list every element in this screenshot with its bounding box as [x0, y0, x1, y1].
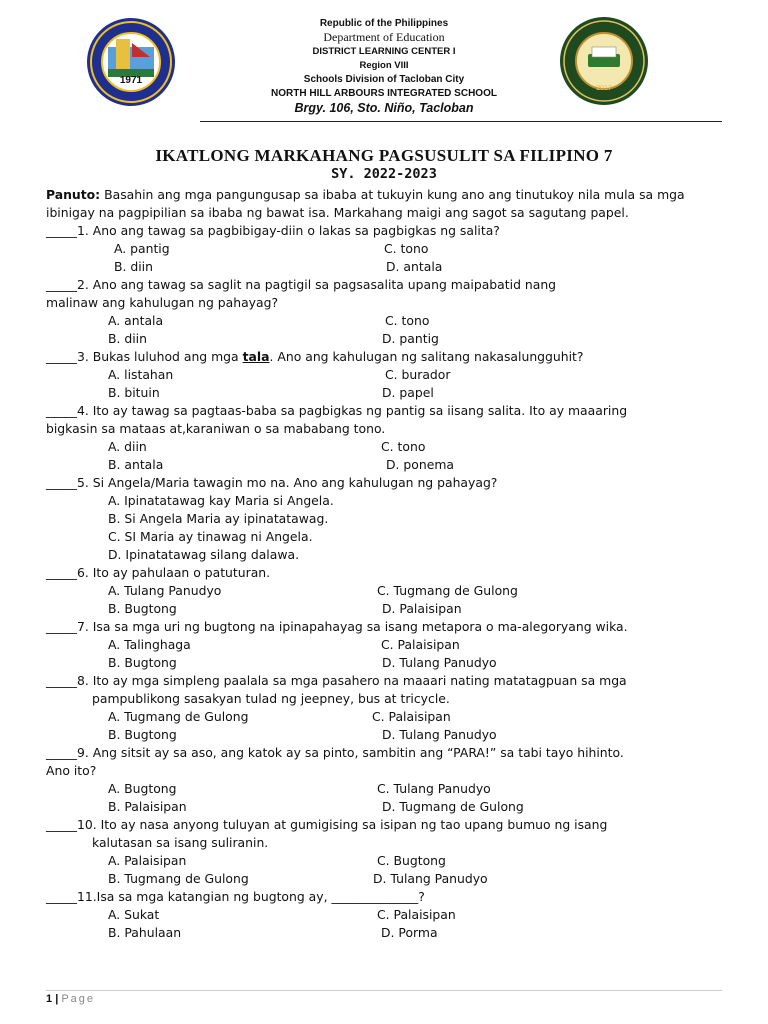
q7-option-a: A. Talinghaga — [108, 637, 191, 652]
header-line-3: DISTRICT LEARNING CENTER I — [312, 46, 456, 57]
q6-option-d: D. Palaisipan — [382, 601, 462, 616]
question-2: _____2. Ano ang tawag sa saglit na pagtigil sa pagsasalita upang maipabatid nang — [46, 277, 557, 292]
q3-options-row-1 — [46, 366, 722, 384]
page-separator: | — [55, 993, 59, 1005]
q1-options-row-1 — [46, 240, 722, 258]
q6-option-a: A. Tulang Panudyo — [108, 583, 222, 598]
q5-option-row-c — [46, 528, 722, 546]
q1-option-a: A. pantig — [114, 241, 170, 256]
page-label: Page — [61, 993, 96, 1005]
q7-option-b: B. Bugtong — [108, 655, 177, 670]
question-1: _____1. Ano ang tawag sa pagbibigay-diin o lakas sa pagbigkas ng salita? — [46, 223, 500, 238]
page-footer — [46, 993, 95, 1005]
q3-option-c: C. burador — [385, 367, 451, 382]
q10-option-a: A. Palaisipan — [108, 853, 187, 868]
q7-option-c: C. Palaisipan — [381, 637, 460, 652]
q4-option-d: D. ponema — [386, 457, 455, 472]
question-8: _____8. Ito ay mga simpleng paalala sa mga pasahero na maaari nating matatagpuan sa mga — [46, 673, 627, 688]
q11-option-b: B. Pahulaan — [108, 925, 182, 940]
q5-option-row-a — [46, 492, 722, 510]
q3-underlined-word: tala — [242, 349, 270, 364]
schools-division-seal — [86, 17, 176, 107]
q5-option-row-b — [46, 510, 722, 528]
q6-options-row-2 — [46, 600, 722, 618]
q9-options-row-1 — [46, 780, 722, 798]
q6-options-row-1 — [46, 582, 722, 600]
question-4: _____4. Ito ay tawag sa pagtaas-baba sa pagbigkas ng pantig sa iisang salita. Ito ay maaaring — [46, 403, 628, 418]
q7-options-row-2 — [46, 654, 722, 672]
q8-option-d: D. Tulang Panudyo — [382, 727, 497, 742]
instructions-label: Panuto: — [46, 187, 101, 202]
q3-stem-pre: _____3. Bukas luluhod ang mga — [46, 349, 243, 364]
header-line-1: Republic of the Philippines — [319, 18, 449, 29]
q3-stem-post: . Ano ang kahulugan ng salitang nakasalungguhit? — [269, 349, 584, 364]
q3-options-row-2 — [46, 384, 722, 402]
question-9-cont: Ano ito? — [46, 763, 97, 778]
q7-options-row-1 — [46, 636, 722, 654]
q9-option-d: D. Tugmang de Gulong — [382, 799, 524, 814]
q1-options-row-2 — [46, 258, 722, 276]
q3-option-b: B. bituin — [108, 385, 160, 400]
question-7: _____7. Isa sa mga uri ng bugtong na ipinapahayag sa isang metapora o ma-alegoryang wika. — [46, 619, 628, 634]
page-number: 1 — [46, 993, 53, 1005]
q7-option-d: D. Tulang Panudyo — [382, 655, 497, 670]
q4-options-row-1 — [46, 438, 722, 456]
question-10-cont: kalutasan sa isang suliranin. — [92, 835, 269, 850]
header-line-6: NORTH HILL ARBOURS INTEGRATED SCHOOL — [271, 88, 497, 99]
q5-option-a: A. Ipinatatawag kay Maria si Angela. — [108, 493, 334, 508]
header-line-2: Department of Education — [323, 30, 445, 44]
exam-body — [46, 186, 722, 942]
q6-option-b: B. Bugtong — [108, 601, 177, 616]
header-address: Brgy. 106, Sto. Niño, Tacloban — [294, 101, 474, 115]
q4-option-a: A. diin — [108, 439, 147, 454]
q4-options-row-2 — [46, 456, 722, 474]
instructions-text: Basahin ang mga pangungusap sa ibaba at tukuyin kung ano ang tinutukoy nila mula sa mga ibinigay na pagpipilian sa ibaba ng bawat isa. Markahang maigi ang sagot sa sagutang papel. — [46, 187, 685, 220]
question-9: _____9. Ang sitsit ay sa aso, ang katok ay sa pinto, sambitin ang “PARA!” sa tabi tayo hihinto. — [46, 745, 624, 760]
q3-option-d: D. papel — [382, 385, 434, 400]
q10-options-row-2 — [46, 870, 722, 888]
q5-option-row-d — [46, 546, 722, 564]
header-line-4: Region VIII — [359, 60, 409, 71]
q1-option-d: D. antala — [386, 259, 443, 274]
question-11: _____11.Isa sa mga katangian ng bugtong ay, ______________? — [46, 889, 425, 904]
q10-option-b: B. Tugmang de Gulong — [108, 871, 249, 886]
question-2-cont: malinaw ang kahulugan ng pahayag? — [46, 295, 279, 310]
q2-option-d: D. pantig — [382, 331, 439, 346]
question-5: _____5. Si Angela/Maria tawagin mo na. Ano ang kahulugan ng pahayag? — [46, 475, 498, 490]
q9-option-c: C. Tulang Panudyo — [377, 781, 491, 796]
q8-option-c: C. Palaisipan — [372, 709, 451, 724]
header-line-5: Schools Division of Tacloban City — [303, 74, 465, 85]
question-3 — [46, 348, 722, 366]
school-seal-year: 2017 — [596, 85, 612, 92]
question-8-cont: pampublikong sasakyan tulad ng jeepney, bus at tricycle. — [92, 691, 450, 706]
q11-options-row-2 — [46, 924, 722, 942]
q10-option-d: D. Tulang Panudyo — [373, 871, 488, 886]
q8-option-b: B. Bugtong — [108, 727, 177, 742]
q6-option-c: C. Tugmang de Gulong — [377, 583, 518, 598]
q9-option-b: B. Palaisipan — [108, 799, 187, 814]
q3-option-a: A. listahan — [108, 367, 174, 382]
question-6: _____6. Ito ay pahulaan o patuturan. — [46, 565, 271, 580]
q9-option-a: A. Bugtong — [108, 781, 177, 796]
q2-option-c: C. tono — [385, 313, 430, 328]
q4-option-c: C. tono — [381, 439, 426, 454]
q8-option-a: A. Tugmang de Gulong — [108, 709, 249, 724]
q11-option-c: C. Palaisipan — [377, 907, 456, 922]
q8-options-row-1 — [46, 708, 722, 726]
q1-option-c: C. tono — [384, 241, 429, 256]
exam-title: IKATLONG MARKAHANG PAGSUSULIT SA FILIPINO 7 — [155, 146, 613, 165]
question-10: _____10. Ito ay nasa anyong tuluyan at gumigising sa isipan ng tao upang bumuo ng isang — [46, 817, 608, 832]
q2-option-b: B. diin — [108, 331, 147, 346]
q11-option-a: A. Sukat — [108, 907, 160, 922]
letterhead — [200, 16, 568, 116]
q2-option-a: A. antala — [108, 313, 164, 328]
q5-option-d: D. Ipinatatawag silang dalawa. — [108, 547, 300, 562]
q10-options-row-1 — [46, 852, 722, 870]
q2-options-row-1 — [46, 312, 722, 330]
q5-option-c: C. SI Maria ay tinawag ni Angela. — [108, 529, 313, 544]
q8-options-row-2 — [46, 726, 722, 744]
footer-rule — [46, 990, 722, 991]
q2-options-row-2 — [46, 330, 722, 348]
q11-option-d: D. Porma — [381, 925, 438, 940]
q9-options-row-2 — [46, 798, 722, 816]
seal-year: 1971 — [119, 75, 143, 86]
q10-option-c: C. Bugtong — [377, 853, 446, 868]
question-4-cont: bigkasin sa mataas at,karaniwan o sa mababang tono. — [46, 421, 386, 436]
q11-options-row-1 — [46, 906, 722, 924]
q5-option-b: B. Si Angela Maria ay ipinatatawag. — [108, 511, 329, 526]
school-year: SY. 2022-2023 — [331, 166, 437, 182]
q1-option-b: B. diin — [114, 259, 153, 274]
header-rule — [200, 121, 722, 122]
school-seal — [559, 16, 649, 106]
instructions — [46, 186, 722, 222]
q4-option-b: B. antala — [108, 457, 164, 472]
